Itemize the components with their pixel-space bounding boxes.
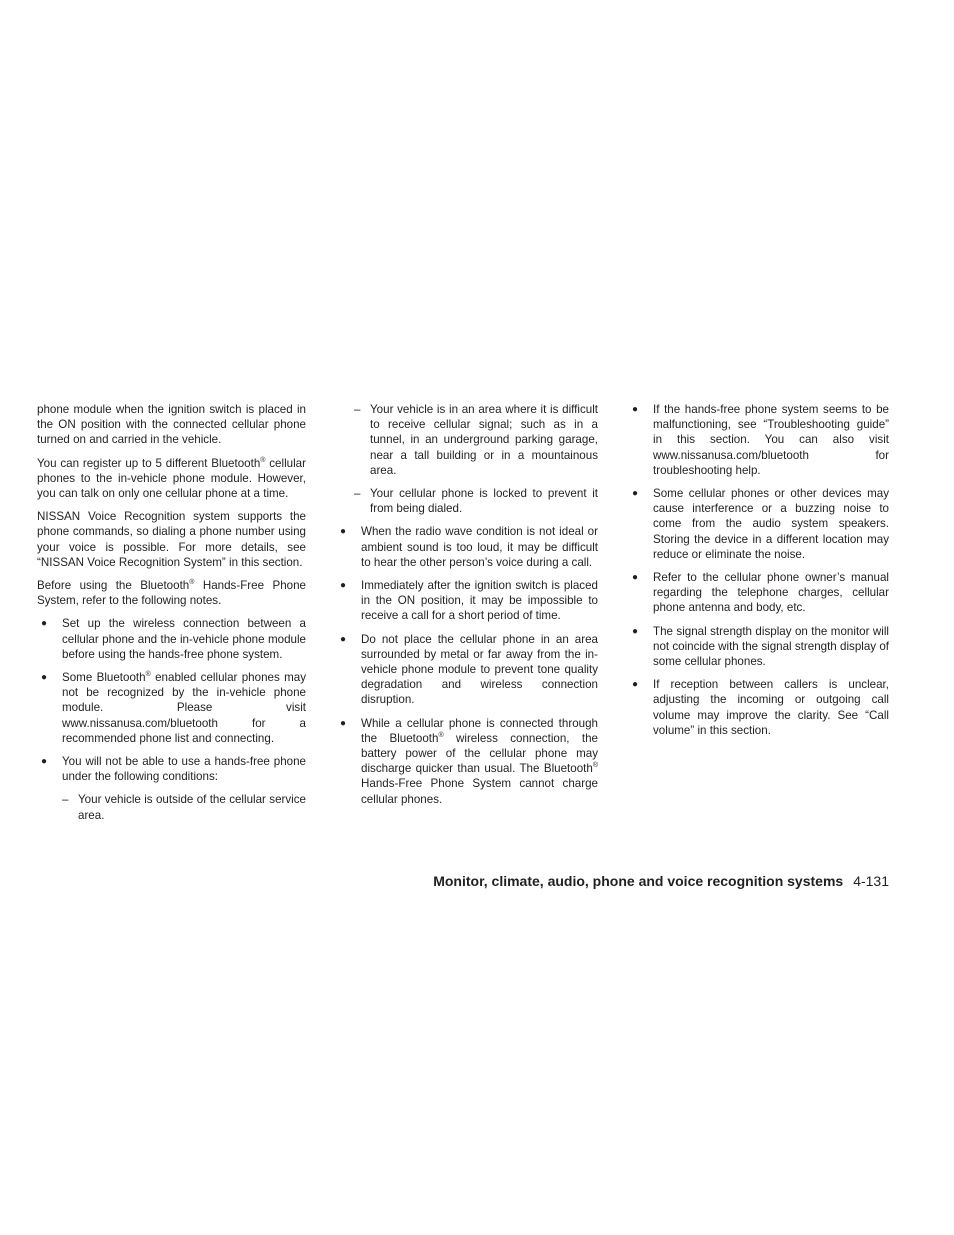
bullet-list: [37, 616, 306, 784]
registered-mark: ®: [189, 579, 195, 587]
section-title: Monitor, climate, audio, phone and voice recognition systems: [433, 873, 844, 889]
bullet-list: [628, 402, 889, 738]
text-column-left: [37, 402, 306, 831]
list-item: ● You will not be able to use a hands-free phone under the following conditions:: [37, 754, 306, 784]
list-item: ● Do not place the cellular phone in an area surrounded by metal or far away from the in-vehicle phone module to prevent tone quality degradation and wireless connection disruption.: [336, 632, 598, 708]
text: You can register up to 5 different Bluetooth: [37, 456, 261, 470]
page-number: 4-131: [853, 873, 889, 889]
list-item: ● Immediately after the ignition switch is placed in the ON position, it may be impossible to receive a call for a short period of time.: [336, 578, 598, 624]
text: cellular phones to the in-vehicle phone module. However, you can talk on only one cellular phone at a time.: [37, 456, 306, 501]
list-item: ● If the hands-free phone system seems to be malfunctioning, see “Troubleshooting guide” in this section. You can also visit www.nissanusa.com/bluetooth for troubleshooting help.: [628, 402, 889, 478]
list-item: [336, 716, 598, 807]
text: While a cellular phone is connected through the Bluetooth: [361, 716, 598, 745]
paragraph: NISSAN Voice Recognition system supports the phone commands, so dialing a phone number using your voice is possible. For more details, see “NISSAN Voice Recognition System” in this section.: [37, 510, 306, 569]
paragraph: phone module when the ignition switch is placed in the ON position with the connected cellular phone turned on and carried in the vehicle.: [37, 403, 306, 447]
list-item: ● When the radio wave condition is not ideal or ambient sound is too loud, it may be difficult to hear the other person’s voice during a call.: [336, 524, 598, 570]
list-item: ● If reception between callers is unclear, adjusting the incoming or outgoing call volume may improve the clarity. See “Call volume” in this section.: [628, 677, 889, 738]
dash-list: [37, 792, 306, 822]
text-column-middle: [336, 402, 598, 815]
list-item: ● Some cellular phones or other devices may cause interference or a buzzing noise to come from the audio system speakers. Storing the device in a different location may reduce or eliminate the noise.: [628, 486, 889, 562]
list-item: [37, 670, 306, 746]
list-item: ● The signal strength display on the monitor will not coincide with the signal strength display of some cellular phones.: [628, 624, 889, 670]
list-item: ● Refer to the cellular phone owner’s manual regarding the telephone charges, cellular phone antenna and body, etc.: [628, 570, 889, 616]
text: wireless connection, the battery power of the cellular phone may discharge quicker than usual. The Bluetooth: [361, 731, 598, 776]
paragraph: [37, 456, 306, 502]
sub-list-item: – Your cellular phone is locked to prevent it from being dialed.: [354, 486, 598, 516]
dash-list: [336, 402, 598, 516]
text: Some Bluetooth: [62, 671, 146, 685]
registered-mark: ®: [260, 456, 266, 464]
registered-mark: ®: [592, 762, 598, 770]
paragraph: [37, 578, 306, 608]
text-column-right: [628, 402, 889, 746]
list-item: ● Set up the wireless connection between a cellular phone and the in-vehicle phone module before using the hands-free phone system.: [37, 616, 306, 662]
sub-list-item: – Your vehicle is in an area where it is difficult to receive cellular signal; such as in a tunnel, in an underground parking garage, near a tall building or in a mountainous area.: [354, 402, 598, 478]
text: Before using the Bluetooth: [37, 579, 190, 593]
page-footer: [420, 872, 889, 890]
registered-mark: ®: [438, 731, 444, 739]
registered-mark: ®: [145, 671, 151, 679]
text: Hands-Free Phone System, refer to the following notes.: [37, 579, 306, 608]
text: Hands-Free Phone System cannot charge cellular phones.: [361, 777, 598, 806]
text: enabled cellular phones may not be recognized by the in-vehicle phone module. Please visit www.nissanusa.com/bluetooth for a recommended phone list and connecting.: [62, 671, 306, 745]
bullet-list: [336, 524, 598, 806]
sub-list-item: – Your vehicle is outside of the cellular service area.: [62, 792, 306, 822]
